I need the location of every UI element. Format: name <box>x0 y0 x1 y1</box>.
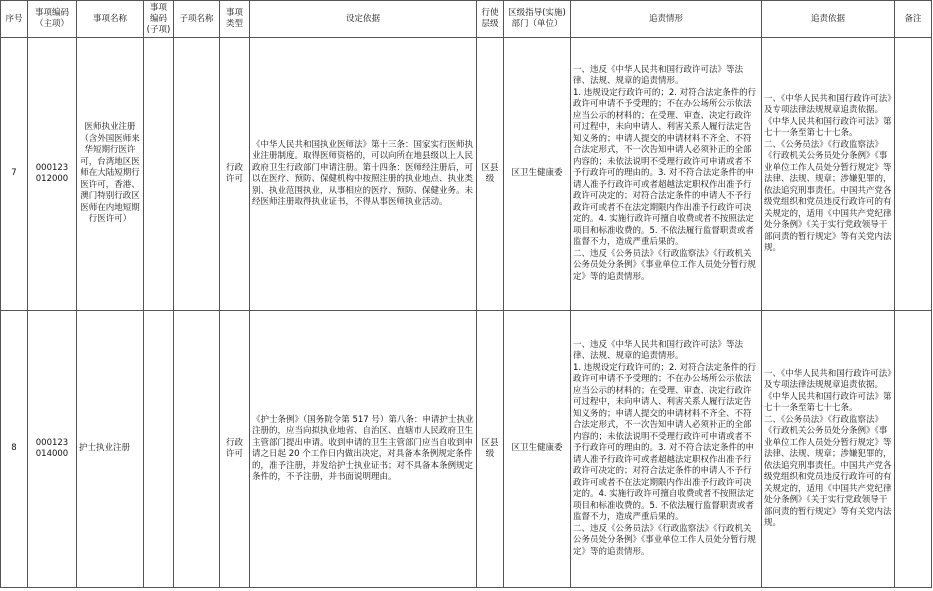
header-liability-basis: 追责依据 <box>762 1 895 38</box>
header-type: 事项 类型 <box>220 1 250 38</box>
cell-remark <box>895 38 932 311</box>
cell-sub-name <box>174 38 220 311</box>
header-remark: 备注 <box>895 1 932 38</box>
cell-dept: 区卫生健康委 <box>504 311 571 588</box>
cell-code: 000123 014000 <box>28 311 77 588</box>
header-dept: 区级指导(实施) 部门（单位） <box>504 1 571 38</box>
cell-code-sub <box>144 311 174 588</box>
cell-dept: 区卫生健康委 <box>504 38 571 311</box>
cell-basis: 《护士条例》（国务院令第 517 号）第八条：申请护士执业注册的，应当向拟执业地省、自治区、直辖市人民政府卫生主管部门提出申请。收到申请的卫生主管部门应当自收到申请之日起 20 个工作日内做出决定，对具备本条例规定条件的，准予注册，并发给护士执业证书；对不具备本条例规定条件的，不予注册，并书面说明理由。 <box>250 311 477 588</box>
header-name: 事项名称 <box>77 1 144 38</box>
cell-situation: 一、违反《中华人民共和国行政许可法》等法律、法规、规章的追责情形。 1. 违规设定行政许可的；2. 对符合法定条件的行政许可申请不予受理的；不在办公场所公示依法应当公示的材料的；在受理、审查、决定行政许可过程中，未向申请人、利害关系人履行法定告知义务的；申请人提交的申请材料不齐全、不符合法定形式，不一次告知申请人必须补正的全部内容的；未依法说明不受理行政许可申请或者不予行政许可的理由的。3. 对不符合法定条件的申请人准予行政许可或者超越法定职权作出准予行政许可决定的；对符合法定条件的申请人不予行政许可或者不在法定期限内作出准予行政许可决定的。4. 实施行政许可擅自收费或者不按照法定项目和标准收费的。5. 不依法履行监督职责或者监督不力，造成严重后果的。 二、违反《公务员法》《行政监察法》《行政机关公务员处分条例》《事业单位工作人员处分暂行规定》等的追责情形。 <box>571 38 762 311</box>
cell-sub-name <box>174 311 220 588</box>
header-seq: 序号 <box>1 1 28 38</box>
cell-code: 000123 012000 <box>28 38 77 311</box>
cell-seq: 7 <box>1 38 28 311</box>
header-situation: 追责情形 <box>571 1 762 38</box>
header-code-main: 事项编码 （主项） <box>28 1 77 38</box>
table-row <box>1 311 932 588</box>
cell-type: 行政 许可 <box>220 311 250 588</box>
header-level: 行使 层级 <box>477 1 504 38</box>
header-code-sub: 事项编码 (子项) <box>144 1 174 38</box>
cell-remark <box>895 311 932 588</box>
table-row <box>1 38 932 311</box>
header-row <box>1 1 932 38</box>
cell-type: 行政 许可 <box>220 38 250 311</box>
header-sub-name: 子项名称 <box>174 1 220 38</box>
cell-situation: 一、违反《中华人民共和国行政许可法》等法律、法规、规章的追责情形。 1. 违规设定行政许可的；2. 对符合法定条件的行政许可申请不予受理的；不在办公场所公示依法应当公示的材料的；在受理、审查、决定行政许可过程中，未向申请人、利害关系人履行法定告知义务的；申请人提交的申请材料不齐全、不符合法定形式，不一次告知申请人必须补正的全部内容的；未依法说明不受理行政许可申请或者不予行政许可的理由的。3. 对不符合法定条件的申请人准予行政许可或者超越法定职权作出准予行政许可决定的；对符合法定条件的申请人不予行政许可或者不在法定期限内作出准予行政许可决定的。4. 实施行政许可擅自收费或者不按照法定项目和标准收费的。5. 不依法履行监督职责或者监督不力，造成严重后果的。 二、违反《公务员法》《行政监察法》《行政机关公务员处分条例》《事业单位工作人员处分暂行规定》等的追责情形。 <box>571 311 762 588</box>
cell-liability-basis: 一、《中华人民共和国行政许可法》及专项法律法规规章追责依据。 《中华人民共和国行政许可法》第七十一条至第七十七条。 二、《公务员法》《行政监察法》《行政机关公务员处分条例》《事业单位工作人员处分暂行规定》等法律、法规、规章；涉嫌犯罪的，依法追究刑事责任。中国共产党各级党组织和党员违反行政许可的有关规定的，适用《中国共产党纪律处分条例》《关于实行党政领导干部问责的暂行规定》等有关党内法规。 <box>762 38 895 311</box>
cell-basis: 《中华人民共和国执业医师法》第十三条：国家实行医师执业注册制度。取得医师资格的，可以向所在地县级以上人民政府卫生行政部门申请注册。第十四条：医师经注册后，可以在医疗、预防、保健机构中按照注册的执业地点、执业类别、执业范围执业，从事相应的医疗、预防、保健业务。未经医师注册取得执业证书，不得从事医师执业活动。 <box>250 38 477 311</box>
cell-seq: 8 <box>1 311 28 588</box>
cell-level: 区县 级 <box>477 38 504 311</box>
cell-level: 区县 级 <box>477 311 504 588</box>
cell-code-sub <box>144 38 174 311</box>
header-basis: 设定依据 <box>250 1 477 38</box>
cell-name: 护士执业注册 <box>77 311 144 588</box>
cell-name: 医师执业注册 （含外国医师来华短期行医许可，台湾地区医师在大陆短期行医许可，香港、澳门特别行政区医师在内地短期行医许可） <box>77 38 144 311</box>
cell-liability-basis: 一、《中华人民共和国行政许可法》及专项法律法规规章追责依据。 《中华人民共和国行政许可法》第七十一条至第七十七条。 二、《公务员法》《行政监察法》《行政机关公务员处分条例》《事业单位工作人员处分暂行规定》等法律、法规、规章；涉嫌犯罪的，依法追究刑事责任。中国共产党各级党组织和党员违反行政许可的有关规定的，适用《中国共产党纪律处分条例》《关于实行党政领导干部问责的暂行规定》等有关党内法规。 <box>762 311 895 588</box>
